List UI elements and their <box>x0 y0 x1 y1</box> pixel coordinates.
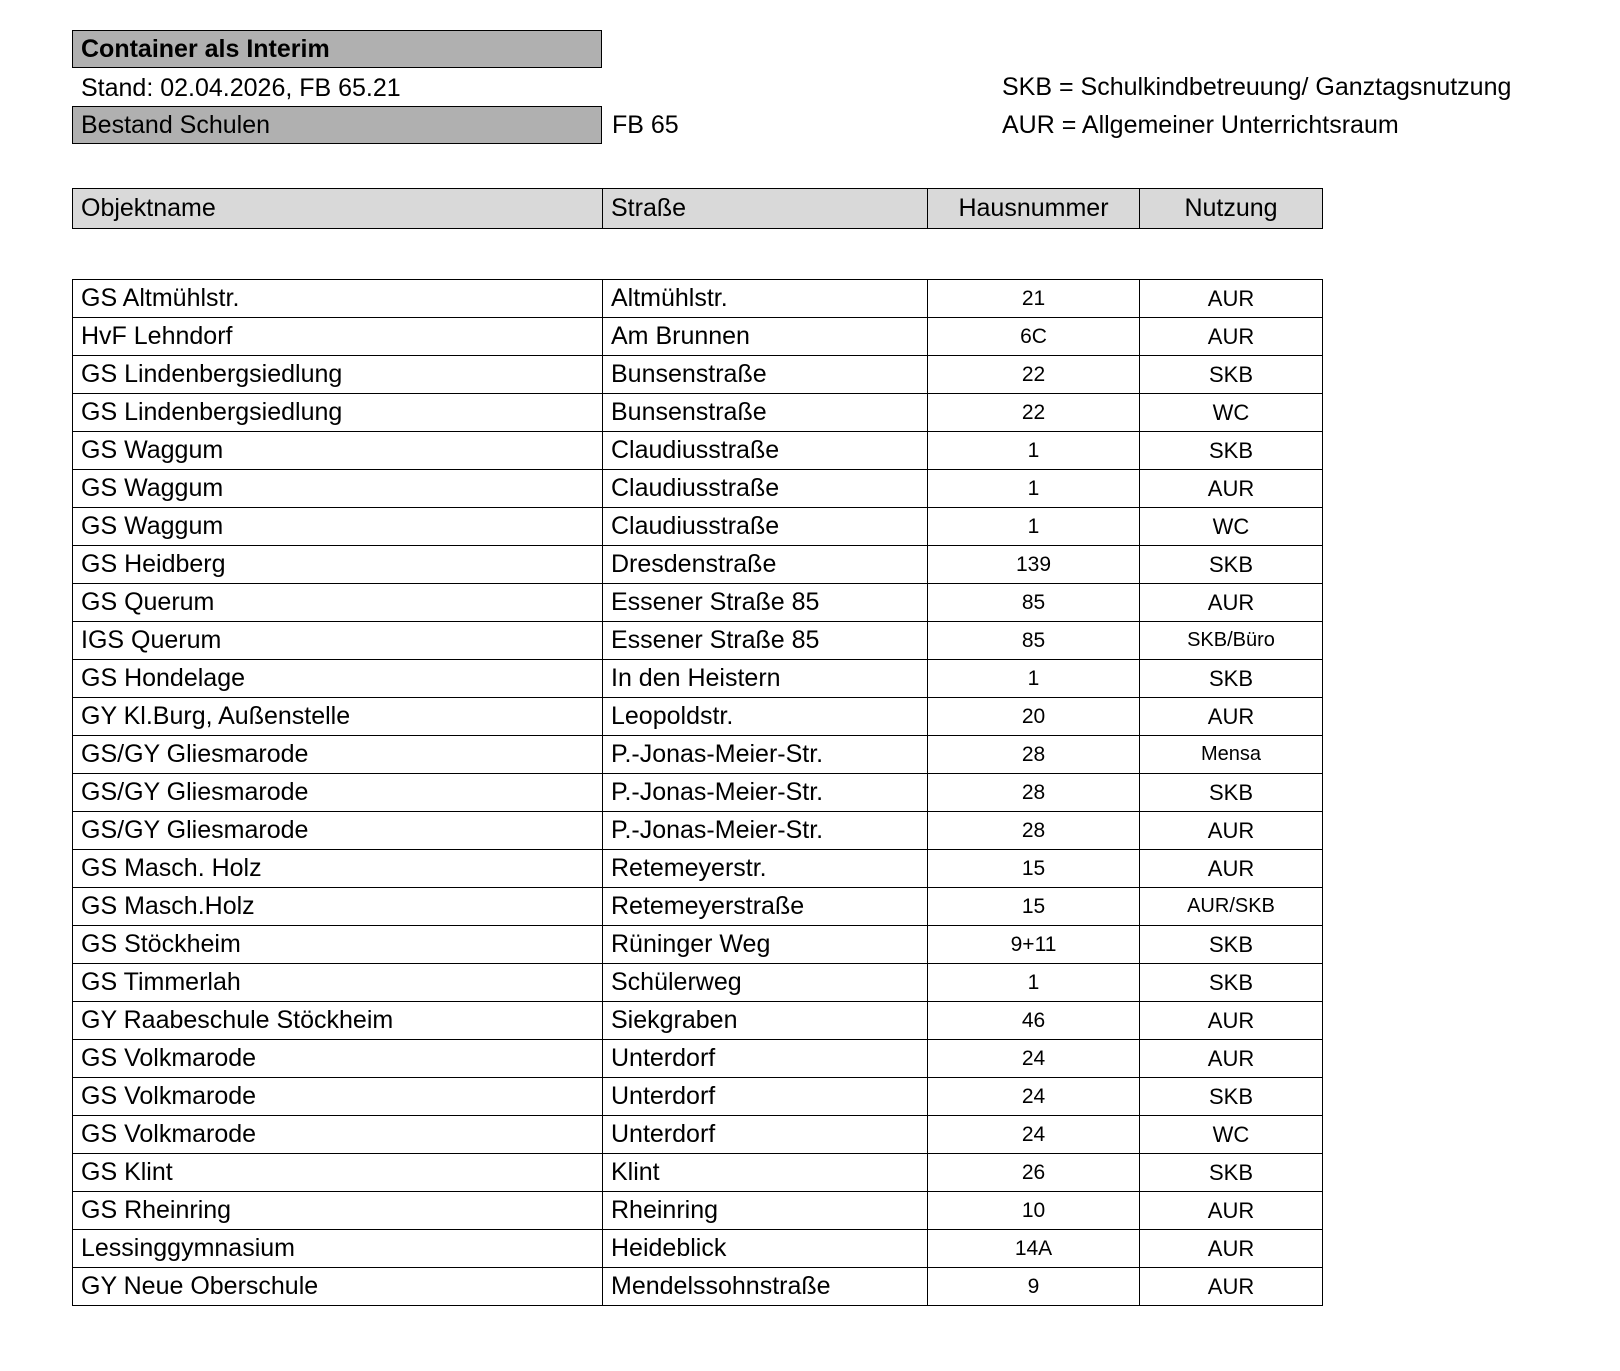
cell-objektname: GS/GY Gliesmarode <box>73 812 603 850</box>
cell-objektname: GS Lindenbergsiedlung <box>73 356 603 394</box>
cell-nutzung: AUR <box>1140 1230 1323 1268</box>
cell-objektname: GS Rheinring <box>73 1192 603 1230</box>
cell-objektname: GS Klint <box>73 1154 603 1192</box>
table-row <box>73 622 1323 660</box>
column-header-objektname: Objektname <box>73 189 603 229</box>
inventory-table <box>72 188 1323 1306</box>
cell-hausnummer: 28 <box>928 736 1140 774</box>
cell-objektname: GS Waggum <box>73 432 603 470</box>
cell-hausnummer: 139 <box>928 546 1140 584</box>
table-row <box>73 1154 1323 1192</box>
fb-label: FB 65 <box>612 111 679 139</box>
cell-objektname: GS Volkmarode <box>73 1078 603 1116</box>
cell-strasse: Claudiusstraße <box>603 508 928 546</box>
cell-nutzung: SKB <box>1140 546 1323 584</box>
table-header-row <box>73 189 1323 229</box>
table-row <box>73 1040 1323 1078</box>
cell-objektname: GY Raabeschule Stöckheim <box>73 1002 603 1040</box>
cell-objektname: GS/GY Gliesmarode <box>73 736 603 774</box>
cell-nutzung: SKB <box>1140 774 1323 812</box>
legend-skb: SKB = Schulkindbetreuung/ Ganztagsnutzung <box>1002 73 1512 101</box>
table-row <box>73 850 1323 888</box>
table-row <box>73 1002 1323 1040</box>
cell-hausnummer: 15 <box>928 888 1140 926</box>
cell-nutzung: AUR <box>1140 1268 1323 1306</box>
table-row <box>73 508 1323 546</box>
cell-nutzung: SKB <box>1140 356 1323 394</box>
cell-nutzung: AUR/SKB <box>1140 888 1323 926</box>
inventory-table-wrap <box>72 188 1322 1306</box>
cell-strasse: Unterdorf <box>603 1116 928 1154</box>
table-row <box>73 774 1323 812</box>
cell-nutzung: AUR <box>1140 698 1323 736</box>
cell-strasse: Retemeyerstr. <box>603 850 928 888</box>
cell-objektname: HvF Lehndorf <box>73 318 603 356</box>
cell-objektname: GS Stöckheim <box>73 926 603 964</box>
cell-hausnummer: 15 <box>928 850 1140 888</box>
cell-nutzung: AUR <box>1140 280 1323 318</box>
cell-objektname: GY Neue Oberschule <box>73 1268 603 1306</box>
cell-strasse: Dresdenstraße <box>603 546 928 584</box>
cell-strasse: P.-Jonas-Meier-Str. <box>603 812 928 850</box>
cell-strasse: In den Heistern <box>603 660 928 698</box>
cell-hausnummer: 28 <box>928 774 1140 812</box>
table-row <box>73 432 1323 470</box>
cell-objektname: GS Masch. Holz <box>73 850 603 888</box>
bestand-label: Bestand Schulen <box>72 106 602 144</box>
cell-strasse: P.-Jonas-Meier-Str. <box>603 774 928 812</box>
cell-nutzung: SKB <box>1140 660 1323 698</box>
table-body <box>73 189 1323 1306</box>
cell-objektname: GS Hondelage <box>73 660 603 698</box>
column-header-strasse: Straße <box>603 189 928 229</box>
cell-objektname: GS Waggum <box>73 470 603 508</box>
cell-strasse: Mendelssohnstraße <box>603 1268 928 1306</box>
cell-nutzung: AUR <box>1140 1040 1323 1078</box>
cell-strasse: Retemeyerstraße <box>603 888 928 926</box>
cell-objektname: GS Volkmarode <box>73 1040 603 1078</box>
cell-hausnummer: 1 <box>928 964 1140 1002</box>
legend-aur: AUR = Allgemeiner Unterrichtsraum <box>1002 111 1399 139</box>
cell-hausnummer: 1 <box>928 432 1140 470</box>
cell-nutzung: Mensa <box>1140 736 1323 774</box>
cell-nutzung: AUR <box>1140 812 1323 850</box>
cell-hausnummer: 1 <box>928 470 1140 508</box>
cell-nutzung: SKB/Büro <box>1140 622 1323 660</box>
table-row <box>73 1078 1323 1116</box>
cell-hausnummer: 24 <box>928 1116 1140 1154</box>
table-row <box>73 698 1323 736</box>
cell-strasse: Claudiusstraße <box>603 470 928 508</box>
cell-hausnummer: 10 <box>928 1192 1140 1230</box>
cell-strasse: Claudiusstraße <box>603 432 928 470</box>
table-row <box>73 356 1323 394</box>
table-row <box>73 660 1323 698</box>
cell-nutzung: AUR <box>1140 584 1323 622</box>
document-header <box>72 30 1572 144</box>
cell-strasse: Schülerweg <box>603 964 928 1002</box>
cell-strasse: P.-Jonas-Meier-Str. <box>603 736 928 774</box>
cell-objektname: IGS Querum <box>73 622 603 660</box>
cell-hausnummer: 21 <box>928 280 1140 318</box>
cell-strasse: Am Brunnen <box>603 318 928 356</box>
cell-strasse: Leopoldstr. <box>603 698 928 736</box>
cell-nutzung: AUR <box>1140 470 1323 508</box>
cell-objektname: Lessinggymnasium <box>73 1230 603 1268</box>
cell-strasse: Bunsenstraße <box>603 356 928 394</box>
cell-hausnummer: 46 <box>928 1002 1140 1040</box>
cell-nutzung: SKB <box>1140 926 1323 964</box>
cell-strasse: Essener Straße 85 <box>603 584 928 622</box>
cell-objektname: GS Waggum <box>73 508 603 546</box>
cell-hausnummer: 28 <box>928 812 1140 850</box>
cell-objektname: GY Kl.Burg, Außenstelle <box>73 698 603 736</box>
table-row <box>73 888 1323 926</box>
cell-hausnummer: 26 <box>928 1154 1140 1192</box>
table-row <box>73 470 1323 508</box>
cell-strasse: Essener Straße 85 <box>603 622 928 660</box>
cell-nutzung: AUR <box>1140 318 1323 356</box>
cell-hausnummer: 22 <box>928 394 1140 432</box>
cell-hausnummer: 85 <box>928 584 1140 622</box>
document-title: Container als Interim <box>72 30 602 68</box>
cell-strasse: Rheinring <box>603 1192 928 1230</box>
table-spacer-row <box>73 229 1323 280</box>
legend-spacer <box>1002 30 1511 68</box>
cell-hausnummer: 85 <box>928 622 1140 660</box>
cell-nutzung: AUR <box>1140 1002 1323 1040</box>
cell-hausnummer: 24 <box>928 1040 1140 1078</box>
table-row <box>73 280 1323 318</box>
cell-strasse: Rüninger Weg <box>603 926 928 964</box>
table-row <box>73 736 1323 774</box>
cell-strasse: Altmühlstr. <box>603 280 928 318</box>
cell-strasse: Bunsenstraße <box>603 394 928 432</box>
cell-nutzung: WC <box>1140 508 1323 546</box>
table-row <box>73 318 1323 356</box>
cell-hausnummer: 14A <box>928 1230 1140 1268</box>
cell-objektname: GS Querum <box>73 584 603 622</box>
table-row <box>73 1268 1323 1306</box>
cell-hausnummer: 9 <box>928 1268 1140 1306</box>
cell-hausnummer: 9+11 <box>928 926 1140 964</box>
cell-hausnummer: 1 <box>928 660 1140 698</box>
cell-objektname: GS Timmerlah <box>73 964 603 1002</box>
cell-objektname: GS Heidberg <box>73 546 603 584</box>
table-row <box>73 394 1323 432</box>
cell-nutzung: WC <box>1140 394 1323 432</box>
cell-nutzung: SKB <box>1140 964 1323 1002</box>
cell-strasse: Unterdorf <box>603 1040 928 1078</box>
table-row <box>73 926 1323 964</box>
cell-nutzung: WC <box>1140 1116 1323 1154</box>
legend-block <box>1002 30 1511 144</box>
cell-hausnummer: 6C <box>928 318 1140 356</box>
table-row <box>73 1192 1323 1230</box>
cell-nutzung: SKB <box>1140 1078 1323 1116</box>
cell-objektname: GS Altmühlstr. <box>73 280 603 318</box>
cell-nutzung: SKB <box>1140 1154 1323 1192</box>
cell-objektname: GS Volkmarode <box>73 1116 603 1154</box>
table-row <box>73 964 1323 1002</box>
stand-text: Stand: 02.04.2026, FB 65.21 <box>81 74 401 102</box>
cell-strasse: Siekgraben <box>603 1002 928 1040</box>
cell-hausnummer: 24 <box>928 1078 1140 1116</box>
cell-strasse: Heideblick <box>603 1230 928 1268</box>
cell-objektname: GS Lindenbergsiedlung <box>73 394 603 432</box>
cell-objektname: GS/GY Gliesmarode <box>73 774 603 812</box>
table-row <box>73 584 1323 622</box>
table-row <box>73 812 1323 850</box>
cell-hausnummer: 22 <box>928 356 1140 394</box>
cell-nutzung: AUR <box>1140 1192 1323 1230</box>
cell-nutzung: SKB <box>1140 432 1323 470</box>
cell-strasse: Unterdorf <box>603 1078 928 1116</box>
cell-objektname: GS Masch.Holz <box>73 888 603 926</box>
table-row <box>73 1116 1323 1154</box>
column-header-hausnummer: Hausnummer <box>928 189 1140 229</box>
cell-nutzung: AUR <box>1140 850 1323 888</box>
table-row <box>73 546 1323 584</box>
cell-strasse: Klint <box>603 1154 928 1192</box>
cell-hausnummer: 20 <box>928 698 1140 736</box>
column-header-nutzung: Nutzung <box>1140 189 1323 229</box>
cell-hausnummer: 1 <box>928 508 1140 546</box>
table-row <box>73 1230 1323 1268</box>
